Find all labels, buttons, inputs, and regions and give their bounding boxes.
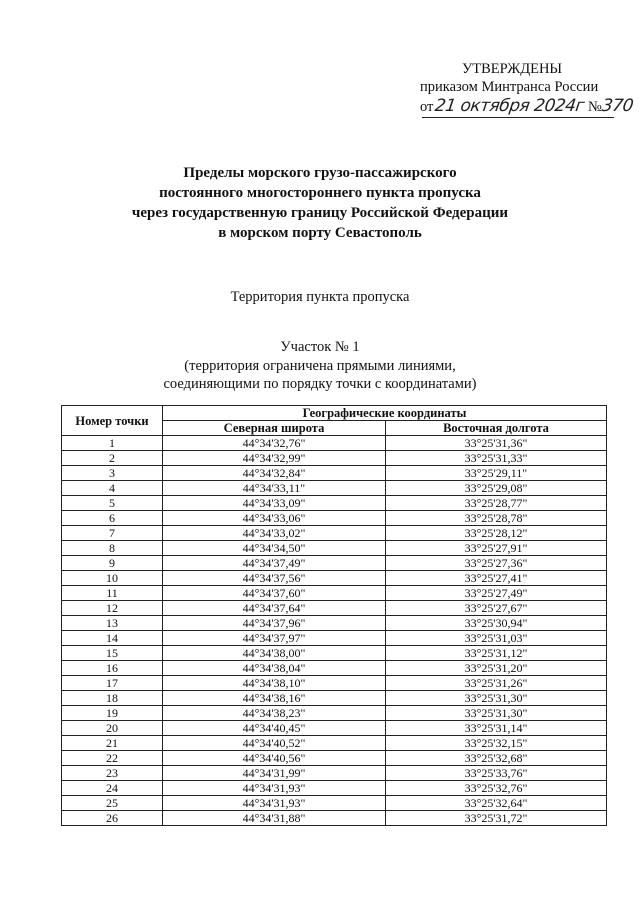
cell-point-number: 13 bbox=[62, 616, 163, 631]
cell-point-number: 17 bbox=[62, 676, 163, 691]
cell-point-number: 21 bbox=[62, 736, 163, 751]
cell-latitude: 44°34'40,56" bbox=[163, 751, 386, 766]
cell-point-number: 22 bbox=[62, 751, 163, 766]
cell-point-number: 24 bbox=[62, 781, 163, 796]
cell-point-number: 12 bbox=[62, 601, 163, 616]
cell-longitude: 33°25'29,08" bbox=[386, 481, 607, 496]
coordinates-table-body bbox=[62, 436, 607, 826]
cell-latitude: 44°34'37,64" bbox=[163, 601, 386, 616]
cell-latitude: 44°34'37,56" bbox=[163, 571, 386, 586]
cell-longitude: 33°25'28,78" bbox=[386, 511, 607, 526]
cell-longitude: 33°25'31,72" bbox=[386, 811, 607, 826]
cell-longitude: 33°25'32,64" bbox=[386, 796, 607, 811]
cell-point-number: 9 bbox=[62, 556, 163, 571]
cell-longitude: 33°25'31,30" bbox=[386, 691, 607, 706]
cell-longitude: 33°25'27,67" bbox=[386, 601, 607, 616]
cell-latitude: 44°34'34,50" bbox=[163, 541, 386, 556]
cell-latitude: 44°34'38,04" bbox=[163, 661, 386, 676]
cell-point-number: 26 bbox=[62, 811, 163, 826]
number-prefix: № bbox=[587, 99, 602, 115]
section-note-line-1: (территория ограничена прямыми линиями, bbox=[184, 358, 456, 374]
cell-latitude: 44°34'33,06" bbox=[163, 511, 386, 526]
cell-longitude: 33°25'32,68" bbox=[386, 751, 607, 766]
cell-longitude: 33°25'27,41" bbox=[386, 571, 607, 586]
cell-point-number: 1 bbox=[62, 436, 163, 451]
cell-latitude: 44°34'38,00" bbox=[163, 646, 386, 661]
approval-stamp bbox=[420, 60, 635, 117]
table-row bbox=[62, 466, 607, 481]
cell-point-number: 25 bbox=[62, 796, 163, 811]
cell-point-number: 20 bbox=[62, 721, 163, 736]
cell-point-number: 10 bbox=[62, 571, 163, 586]
cell-point-number: 18 bbox=[62, 691, 163, 706]
cell-longitude: 33°25'29,11" bbox=[386, 466, 607, 481]
cell-latitude: 44°34'37,96" bbox=[163, 616, 386, 631]
cell-point-number: 6 bbox=[62, 511, 163, 526]
cell-latitude: 44°34'32,76" bbox=[163, 436, 386, 451]
header-point-number: Номер точки bbox=[62, 406, 163, 436]
handwritten-number: 370 bbox=[600, 96, 635, 116]
cell-point-number: 23 bbox=[62, 766, 163, 781]
cell-latitude: 44°34'31,99" bbox=[163, 766, 386, 781]
table-row bbox=[62, 601, 607, 616]
cell-point-number: 4 bbox=[62, 481, 163, 496]
section-note-line-2: соединяющими по порядку точки с координатами) bbox=[163, 376, 477, 392]
header-east-longitude: Восточная долгота bbox=[386, 421, 607, 436]
table-row bbox=[62, 541, 607, 556]
cell-latitude: 44°34'40,45" bbox=[163, 721, 386, 736]
table-row bbox=[62, 481, 607, 496]
cell-point-number: 14 bbox=[62, 631, 163, 646]
cell-longitude: 33°25'32,76" bbox=[386, 781, 607, 796]
cell-longitude: 33°25'31,20" bbox=[386, 661, 607, 676]
approval-title: УТВЕРЖДЕНЫ bbox=[462, 61, 563, 77]
heading-line-2: постоянного многостороннего пункта пропуска bbox=[159, 185, 481, 201]
cell-point-number: 8 bbox=[62, 541, 163, 556]
cell-longitude: 33°25'27,36" bbox=[386, 556, 607, 571]
cell-latitude: 44°34'32,99" bbox=[163, 451, 386, 466]
cell-latitude: 44°34'37,97" bbox=[163, 631, 386, 646]
cell-longitude: 33°25'30,94" bbox=[386, 616, 607, 631]
table-row bbox=[62, 631, 607, 646]
handwritten-date: 21 октября 2024г bbox=[434, 96, 586, 116]
territory-title: Территория пункта пропуска bbox=[230, 289, 410, 305]
cell-longitude: 33°25'31,36" bbox=[386, 436, 607, 451]
cell-longitude: 33°25'31,26" bbox=[386, 676, 607, 691]
cell-longitude: 33°25'31,14" bbox=[386, 721, 607, 736]
cell-latitude: 44°34'38,23" bbox=[163, 706, 386, 721]
cell-point-number: 15 bbox=[62, 646, 163, 661]
table-row bbox=[62, 706, 607, 721]
table-row bbox=[62, 691, 607, 706]
table-row bbox=[62, 526, 607, 541]
table-row bbox=[62, 571, 607, 586]
cell-latitude: 44°34'37,60" bbox=[163, 586, 386, 601]
approval-date-line bbox=[420, 96, 635, 117]
cell-latitude: 44°34'32,84" bbox=[163, 466, 386, 481]
cell-latitude: 44°34'31,93" bbox=[163, 781, 386, 796]
table-row bbox=[62, 766, 607, 781]
table-row bbox=[62, 451, 607, 466]
date-underline bbox=[422, 117, 614, 118]
section-title: Участок № 1 bbox=[280, 339, 360, 355]
table-row bbox=[62, 676, 607, 691]
table-row bbox=[62, 751, 607, 766]
cell-longitude: 33°25'33,76" bbox=[386, 766, 607, 781]
cell-latitude: 44°34'33,02" bbox=[163, 526, 386, 541]
cell-longitude: 33°25'27,91" bbox=[386, 541, 607, 556]
table-row bbox=[62, 796, 607, 811]
approval-order: приказом Минтранса России bbox=[420, 79, 599, 95]
cell-point-number: 3 bbox=[62, 466, 163, 481]
cell-longitude: 33°25'31,03" bbox=[386, 631, 607, 646]
cell-longitude: 33°25'31,12" bbox=[386, 646, 607, 661]
document-heading bbox=[0, 163, 640, 243]
cell-longitude: 33°25'27,49" bbox=[386, 586, 607, 601]
date-prefix: от bbox=[420, 99, 434, 115]
table-row bbox=[62, 646, 607, 661]
table-row bbox=[62, 811, 607, 826]
heading-line-1: Пределы морского грузо-пассажирского bbox=[183, 165, 457, 181]
header-geo-coordinates: Географические координаты bbox=[163, 406, 607, 421]
table-row bbox=[62, 736, 607, 751]
coordinates-table bbox=[61, 405, 607, 826]
cell-point-number: 7 bbox=[62, 526, 163, 541]
table-row bbox=[62, 436, 607, 451]
table-row bbox=[62, 556, 607, 571]
header-north-latitude: Северная широта bbox=[163, 421, 386, 436]
table-row bbox=[62, 721, 607, 736]
cell-point-number: 2 bbox=[62, 451, 163, 466]
cell-latitude: 44°34'33,09" bbox=[163, 496, 386, 511]
cell-point-number: 16 bbox=[62, 661, 163, 676]
cell-point-number: 11 bbox=[62, 586, 163, 601]
cell-longitude: 33°25'31,33" bbox=[386, 451, 607, 466]
table-row bbox=[62, 586, 607, 601]
cell-point-number: 19 bbox=[62, 706, 163, 721]
cell-latitude: 44°34'37,49" bbox=[163, 556, 386, 571]
cell-longitude: 33°25'28,77" bbox=[386, 496, 607, 511]
table-row bbox=[62, 616, 607, 631]
cell-point-number: 5 bbox=[62, 496, 163, 511]
cell-latitude: 44°34'31,93" bbox=[163, 796, 386, 811]
cell-latitude: 44°34'31,88" bbox=[163, 811, 386, 826]
table-row bbox=[62, 496, 607, 511]
cell-latitude: 44°34'40,52" bbox=[163, 736, 386, 751]
table-row bbox=[62, 661, 607, 676]
table-row bbox=[62, 511, 607, 526]
section-header bbox=[0, 338, 640, 393]
heading-line-3: через государственную границу Российской Федерации bbox=[131, 205, 509, 221]
cell-longitude: 33°25'31,30" bbox=[386, 706, 607, 721]
cell-longitude: 33°25'32,15" bbox=[386, 736, 607, 751]
cell-longitude: 33°25'28,12" bbox=[386, 526, 607, 541]
cell-latitude: 44°34'38,10" bbox=[163, 676, 386, 691]
cell-latitude: 44°34'33,11" bbox=[163, 481, 386, 496]
heading-line-4: в морском порту Севастополь bbox=[218, 225, 422, 241]
table-row bbox=[62, 781, 607, 796]
cell-latitude: 44°34'38,16" bbox=[163, 691, 386, 706]
